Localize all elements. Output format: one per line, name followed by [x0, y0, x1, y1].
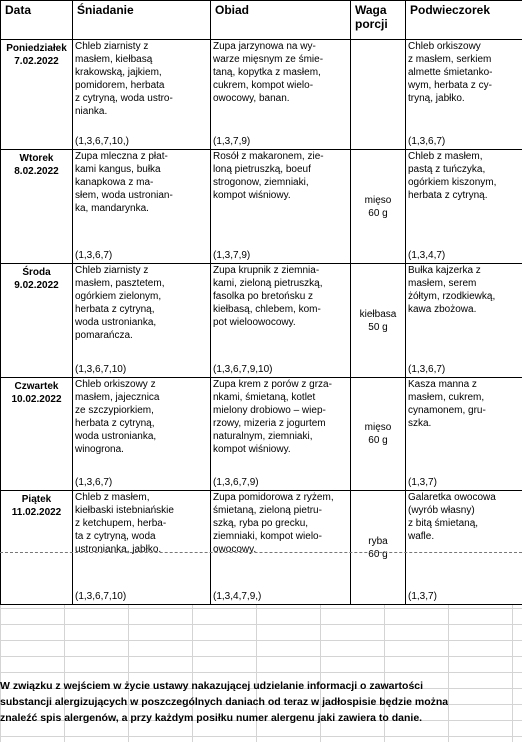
snack-cell	[406, 264, 522, 378]
day-row	[1, 40, 522, 150]
day-cell	[1, 40, 73, 150]
lunch-allergens: (1,3,6,7,9)	[213, 477, 259, 488]
snack-text: Galaretka owocowa (wyrób własny) z bitą śmietaną, wafle.	[408, 492, 496, 542]
lunch-text: Zupa krem z porów z grza- nkami, śmietaną, kotlet mielony drobiowo – wiep- rzowy, mizeria z jogurtem naturalnym, ziemniaki, kompot wiśniowy.	[213, 379, 332, 455]
header-lunch: Obiad	[211, 1, 351, 40]
lunch-allergens: (1,3,4,7,9,)	[213, 591, 262, 602]
snack-allergens: (1,3,4,7)	[408, 250, 446, 261]
snack-text: Chleb orkiszowy z masłem, serkiem almette śmietanko- wym, herbata z cy- tryną, jabłko.	[408, 41, 493, 104]
lunch-allergens: (1,3,7,9)	[213, 250, 251, 261]
breakfast-text: Chleb ziarnisty z masłem, kiełbasą krakowską, jajkiem, pomidorem, herbata z cytryną, woda ustro- nianka.	[75, 41, 173, 117]
portion-weight-text: mięso 60 g	[364, 422, 392, 446]
breakfast-allergens: (1,3,6,7)	[75, 250, 113, 261]
day-date: 10.02.2022	[11, 394, 62, 405]
snack-allergens: (1,3,7)	[408, 591, 437, 602]
lunch-allergens: (1,3,6,7,9,10)	[213, 364, 273, 375]
header-date: Data	[1, 1, 73, 40]
breakfast-allergens: (1,3,6,7,10,)	[75, 136, 129, 147]
portion-weight-text: kiełbasa 50 g	[359, 308, 397, 333]
breakfast-cell	[73, 150, 211, 264]
snack-cell	[406, 40, 522, 150]
snack-cell	[406, 491, 522, 605]
lunch-cell	[211, 491, 351, 605]
lunch-text: Rosół z makaronem, zie- loną pietruszką, boeuf strogonow, ziemniaki, kompot wiśniowy.	[213, 151, 324, 201]
breakfast-cell	[73, 491, 211, 605]
breakfast-cell	[73, 378, 211, 491]
portion-weight-cell	[351, 150, 406, 264]
portion-weight-cell	[351, 264, 406, 378]
breakfast-text: Chleb ziarnisty z masłem, pasztetem, ogórkiem zielonym, herbata z cytryną, woda ustronianka, pomarańcza.	[75, 265, 165, 341]
lunch-allergens: (1,3,7,9)	[213, 136, 251, 147]
breakfast-allergens: (1,3,6,7,10)	[75, 364, 127, 375]
day-name: Środa	[22, 267, 51, 278]
portion-weight-text: ryba 60 g	[368, 535, 388, 560]
lunch-cell	[211, 150, 351, 264]
day-name: Wtorek	[19, 153, 54, 164]
snack-text: Kasza manna z masłem, cukrem, cynamonem, gru- szka.	[408, 379, 486, 429]
day-name: Czwartek	[14, 381, 59, 392]
snack-text: Bułka kajzerka z masłem, serem żółtym, rzodkiewką, kawa zbożowa.	[408, 265, 496, 315]
day-row	[1, 378, 522, 491]
day-date: 7.02.2022	[14, 56, 59, 67]
day-name: Poniedziałek	[6, 43, 67, 54]
breakfast-cell	[73, 40, 211, 150]
header-row	[1, 1, 522, 40]
day-row	[1, 491, 522, 605]
breakfast-allergens: (1,3,6,7)	[75, 477, 113, 488]
snack-allergens: (1,3,7)	[408, 477, 437, 488]
snack-allergens: (1,3,6,7)	[408, 136, 446, 147]
header-snack: Podwieczorek	[406, 1, 522, 40]
day-cell	[1, 491, 73, 605]
breakfast-text: Chleb orkiszowy z masłem, jajecznica ze szczypiorkiem, herbata z cytryną, woda ustronianka, winogrona.	[75, 379, 160, 455]
day-cell	[1, 150, 73, 264]
day-row	[1, 264, 522, 378]
day-cell	[1, 378, 73, 491]
header-portion-weight: Waga porcji	[351, 1, 406, 40]
snack-allergens: (1,3,6,7)	[408, 364, 446, 375]
page-break-line	[0, 552, 522, 553]
snack-cell	[406, 378, 522, 491]
snack-cell	[406, 150, 522, 264]
day-date: 9.02.2022	[14, 280, 59, 291]
lunch-cell	[211, 40, 351, 150]
lunch-cell	[211, 378, 351, 491]
allergen-notice: W związku z wejściem w życie ustawy nakazującej udzielanie informacji o zawartości substancji alergizujących w poszczególnych daniach od teraz w jadłospisie będzie można znaleźć spis alergenów, a przy każdym posiłku numer alergenu jaki zawiera to danie.	[0, 680, 449, 724]
day-row	[1, 150, 522, 264]
header-breakfast: Śniadanie	[73, 1, 211, 40]
lunch-cell	[211, 264, 351, 378]
portion-weight-cell	[351, 491, 406, 605]
day-name: Piątek	[21, 494, 52, 505]
lunch-text: Zupa pomidorowa z ryżem, śmietaną, zieloną pietru- szką, ryba po grecku, ziemniaki, kompot wielo- owocowy.	[213, 492, 334, 555]
day-cell	[1, 264, 73, 378]
breakfast-text: Chleb z masłem, kiełbaski istebniańskie z ketchupem, herba- ta z cytryną, woda ustronianka, jabłko.	[75, 492, 174, 555]
lunch-text: Zupa krupnik z ziemnia- kami, zieloną pietruszką, fasolka po bretońsku z kiełbasą, chlebem, kom- pot wieloowocowy.	[213, 265, 323, 328]
breakfast-text: Zupa mleczna z płat- kami kangus, bułka kanapkowa z ma- słem, woda ustronian- ka, mandarynka.	[75, 151, 173, 214]
lunch-text: Zupa jarzynowa na wy- warze mięsnym ze śmie- taną, kopytka z masłem, cukrem, kompot wielo- owocowy, banan.	[213, 41, 324, 104]
day-date: 8.02.2022	[14, 166, 59, 177]
breakfast-allergens: (1,3,6,7,10)	[75, 591, 127, 602]
snack-text: Chleb z masłem, pastą z tuńczyka, ogórkiem kiszonym, herbata z cytryną.	[408, 151, 497, 201]
breakfast-cell	[73, 264, 211, 378]
portion-weight-cell	[351, 378, 406, 491]
portion-weight-cell	[351, 40, 406, 150]
portion-weight-text: mięso 60 g	[364, 194, 392, 219]
day-date: 11.02.2022	[11, 507, 62, 518]
